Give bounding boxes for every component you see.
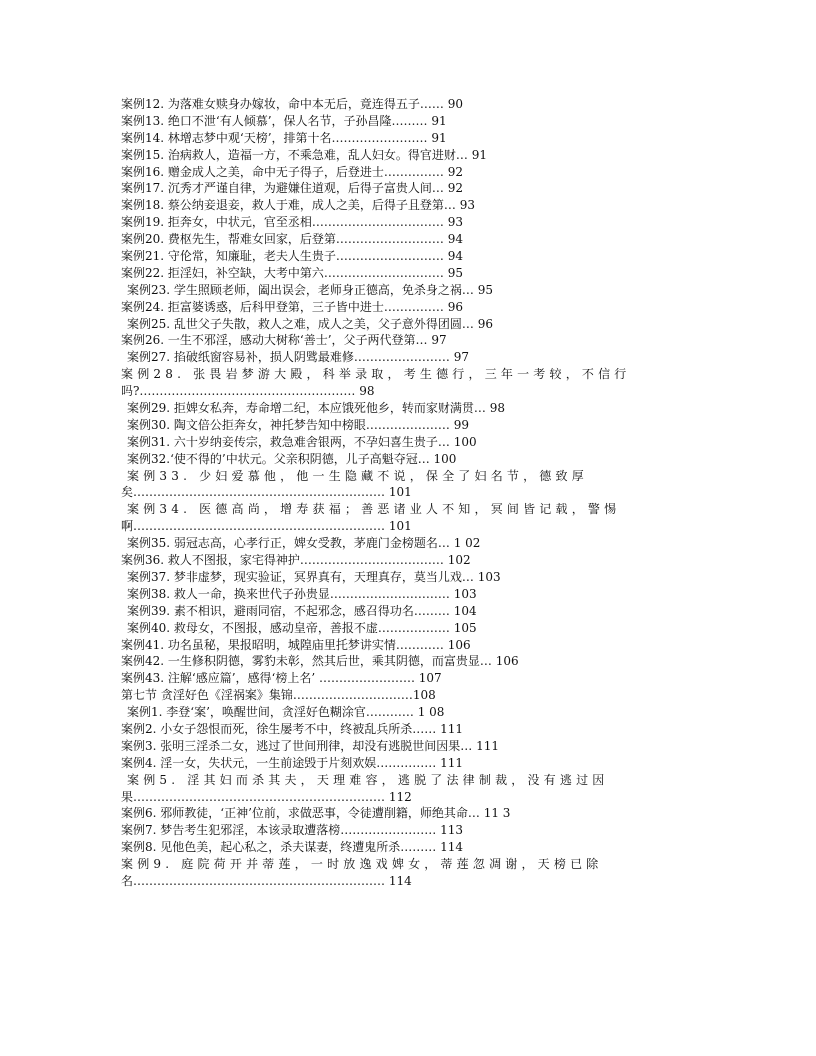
toc-entry: 案例1. 李登‘案’，唤醒世间，贪淫好色糊涂官………… 1 08: [127, 705, 445, 720]
toc-entry: 案例12. 为落难女赎身办嫁妆，命中本无后，竟连得五子…… 90: [121, 97, 463, 111]
toc-entry: 案例14. 林增志梦中观‘天榜’，排第十名…………………… 91: [121, 130, 447, 145]
toc-entry: 案例15. 治病救人，造福一方，不乘急难，乱人妇女。得官进财… 91: [121, 147, 487, 162]
toc-entry: 案例21. 守伦常，知廉耻，老夫人生贵子……………………… 94: [121, 249, 463, 264]
toc-entry: 案例4. 淫一女，失状元，一生前途毁于片刻欢娱…………… 111: [121, 755, 463, 770]
toc-entry: 案例17. 沉秀才严谨自律，为避嫌住道观，后得子富贵人间… 92: [121, 181, 463, 196]
toc-entry: 案例5. 淫其妇而杀其夫，天理难容，逃脱了法律制裁，没有逃过因: [127, 772, 609, 787]
toc-entry: 矣……………………………………………………… 101: [121, 485, 412, 500]
toc-entry: 案例7. 梦告考生犯邪淫，本该录取遭落榜…………………… 113: [121, 823, 463, 838]
toc-entry: 案例25. 乱世父子失散，救人之难，成人之美，父子意外得团圆… 96: [127, 316, 493, 331]
toc-entry: 案例36. 救人不图报，家宅得神护……………………………… 102: [121, 553, 471, 568]
toc-entry: 案例27. 掐破纸窗容易补，损人阴骘最难修…………………… 97: [127, 350, 469, 365]
toc-entry: 案例26. 一生不邪淫，感动大树称‘善士’，父子两代登第… 97: [121, 333, 447, 348]
toc-entry: 案例38. 救人一命，换来世代子孙贵显………………………… 103: [127, 586, 477, 601]
toc-entry: 案例35. 弱冠志高，心孝行正，婢女受教，茅鹿门金榜题名… 1 02: [127, 536, 481, 551]
toc-entry: 第七节 贪淫好色《淫祸案》集锦…………………………108: [121, 688, 436, 703]
toc-entry: 案例22. 拒淫妇，补空缺，大考中第六………………………… 95: [121, 265, 463, 280]
toc-entry: 案例24. 拒富婆诱惑，后科甲登第，三子皆中进士…………… 96: [121, 299, 463, 314]
toc-entry: 案例2. 小女子怨恨而死，徐生屡考不中，终被乱兵所杀…… 111: [121, 721, 463, 736]
toc-entry: 案例43. 注解‘感应篇’，感得‘榜上名’ …………………… 107: [121, 671, 442, 686]
toc-entry: 案例13. 绝口不泄‘有人倾慕’，保人名节，子孙昌隆……… 91: [121, 113, 447, 128]
toc-entry: 案例6. 邪师教徒，‘正神’位前，求做恶事，令徒遭削籍，师绝其命… 11 3: [121, 806, 511, 821]
toc-entry: 案例31. 六十岁纳妾传宗，救急难舍银两，不孕妇喜生贵子… 100: [127, 434, 477, 449]
toc-entry: 案例20. 费枢先生，帮难女回家，后登第……………………… 94: [121, 232, 463, 247]
toc-entry: 案例18. 蔡公纳妾退妾，救人于难，成人之美，后得子且登第… 93: [121, 198, 475, 213]
toc-entry: 吗?……………………………………………… 98: [121, 384, 375, 399]
toc-entry: 案例8. 见他色美，起心私之，杀夫谋妻，终遭鬼所杀……… 114: [121, 840, 463, 855]
toc-entry: 案例33. 少妇爱慕他，他一生隐藏不说，保全了妇名节，德致厚: [127, 468, 588, 483]
toc-entry: 案例19. 拒奔女，中状元，官至丞相…………………………… 93: [121, 215, 463, 230]
toc-entry: 案例29. 拒婢女私奔，寿命增二纪，本应饿死他乡，转而家财满贯… 98: [127, 401, 505, 416]
toc-entry: 案例32.‘使不得的’中状元。父亲积阴德，儿子高魁夺冠… 100: [127, 451, 457, 466]
toc-entry: 案例16. 赠金成人之美，命中无子得子，后登进士…………… 92: [121, 164, 463, 179]
toc-entry: 案例42. 一生修积阴德，雾豹未彰，然其后世，乘其阴德，而富贵显… 106: [121, 654, 519, 669]
toc-entry: 案例23. 学生照顾老师，阖出误会，老师身正德高，免杀身之祸… 95: [127, 282, 493, 297]
toc-entry: 案例39. 素不相识，避雨同宿，不起邪念，感召得功名……… 104: [127, 603, 477, 618]
toc-entry: 案例28. 张畏岩梦游大殿，科举录取，考生德行，三年一考较，不信行: [121, 367, 631, 382]
toc-entry: 案例34. 医德高尚，增寿获福；善恶诸业人不知，冥间皆记载，警惕: [127, 502, 621, 517]
toc-entry: 啊……………………………………………………… 101: [121, 519, 412, 534]
toc-entry: 果……………………………………………………… 112: [121, 789, 412, 804]
table-of-contents: [121, 96, 699, 890]
toc-entry: 案例41. 功名虽秘，果报昭明，城隍庙里托梦讲实情………… 106: [121, 637, 471, 652]
toc-entry: 名……………………………………………………… 114: [121, 873, 412, 888]
toc-entry: 案例9. 庭院荷开并蒂莲，一时放逸戏婢女，蒂莲忽凋谢，天榜已除: [121, 857, 603, 872]
toc-entry: 案例40. 救母女，不图报，感动皇帝，善报不虚……………… 105: [127, 620, 477, 635]
toc-entry: 案例3. 张明三淫杀二女，逃过了世间刑律，却没有逃脱世间因果… 111: [121, 738, 499, 753]
toc-entry: 案例37. 梦非虚梦，现实验证，冥界真有，天理真存，莫当儿戏… 103: [127, 569, 501, 584]
toc-entry: 案例30. 陶文倍公拒奔女，神托梦告知中榜眼………………… 99: [127, 417, 469, 432]
